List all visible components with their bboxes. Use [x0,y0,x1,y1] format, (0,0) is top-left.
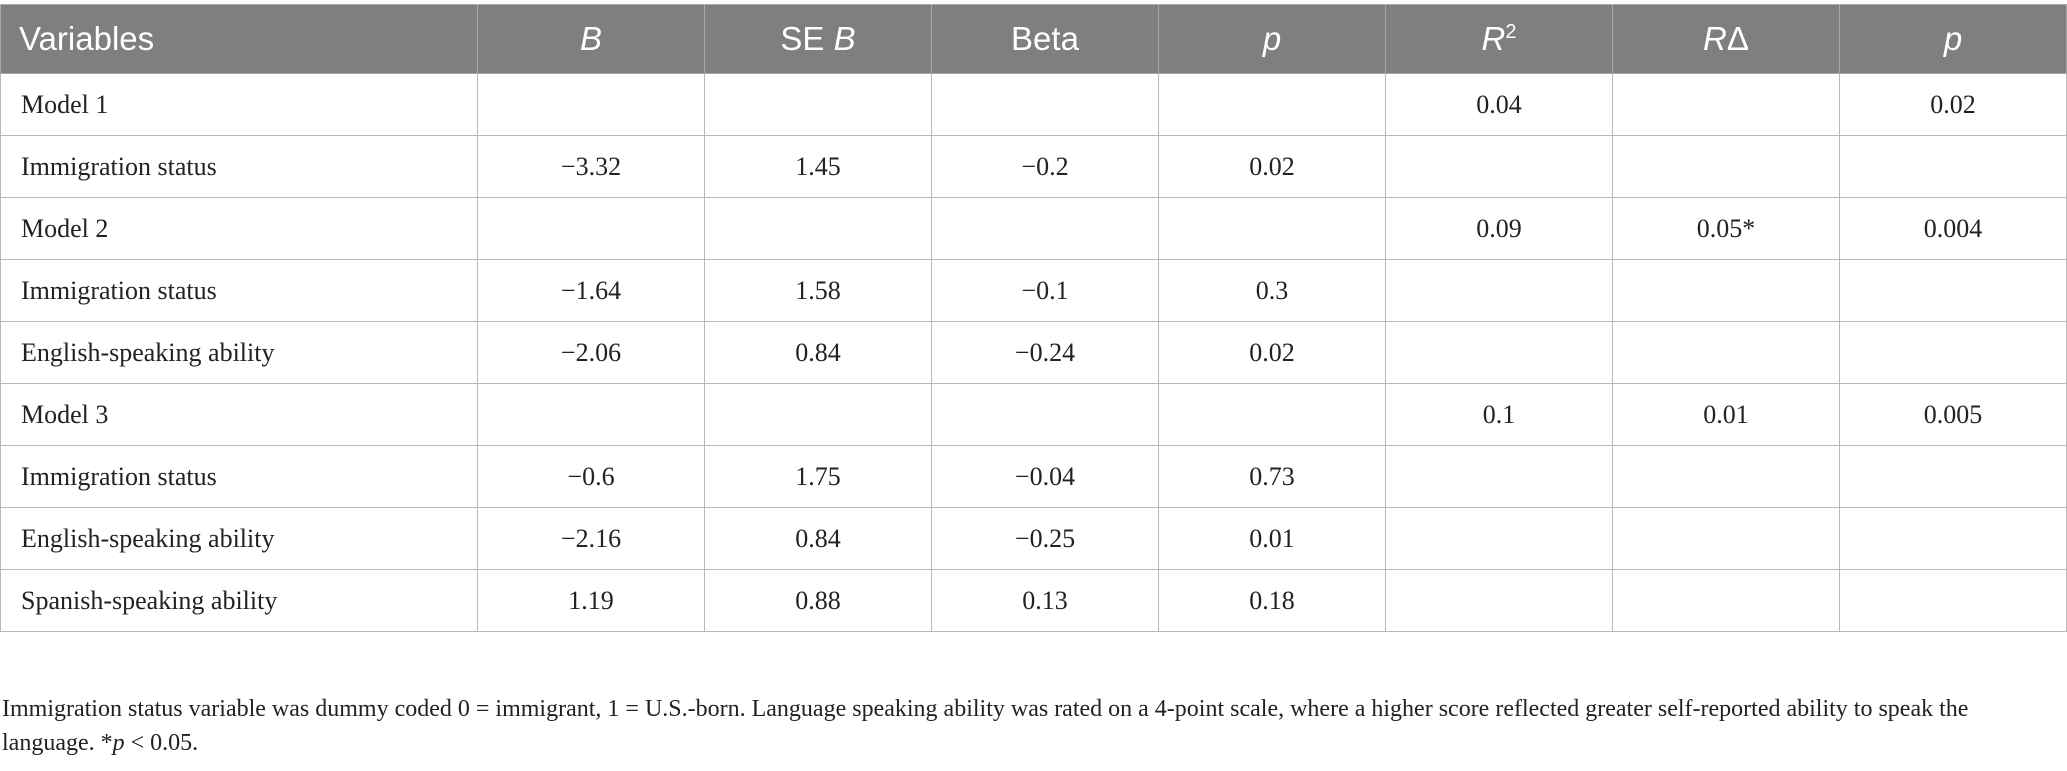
header-se-b-prefix: SE [780,20,834,57]
cell-variable: Immigration status [1,136,478,198]
cell-r-delta [1613,570,1840,632]
table-header-row [1,5,2067,74]
cell-beta: −0.1 [932,260,1159,322]
cell-r-delta [1613,74,1840,136]
table-row [1,446,2067,508]
cell-r2 [1386,446,1613,508]
cell-variable: English-speaking ability [1,508,478,570]
table-row [1,508,2067,570]
cell-b: −0.6 [478,446,705,508]
cell-variable: Spanish-speaking ability [1,570,478,632]
cell-p-model [1840,136,2067,198]
cell-b: −3.32 [478,136,705,198]
header-r-delta [1613,5,1840,74]
cell-b: −1.64 [478,260,705,322]
cell-p: 0.18 [1159,570,1386,632]
cell-r2 [1386,260,1613,322]
cell-p: 0.02 [1159,136,1386,198]
cell-p [1159,74,1386,136]
cell-r2: 0.04 [1386,74,1613,136]
cell-se-b: 1.58 [705,260,932,322]
header-b-label: B [579,20,602,57]
cell-r-delta: 0.01 [1613,384,1840,446]
cell-se-b [705,384,932,446]
header-variables: Variables [1,5,478,74]
header-rdelta-r: R [1703,20,1727,57]
cell-b: −2.16 [478,508,705,570]
cell-se-b: 0.84 [705,508,932,570]
cell-p-model: 0.02 [1840,74,2067,136]
cell-beta: −0.2 [932,136,1159,198]
header-p-label: p [1262,20,1282,57]
cell-b [478,198,705,260]
table-row [1,322,2067,384]
footnote-p-symbol: p [112,730,125,756]
cell-p-model [1840,570,2067,632]
table-row [1,570,2067,632]
cell-r-delta [1613,446,1840,508]
footnote-tail: < 0.05. [124,730,199,756]
cell-r-delta [1613,136,1840,198]
table-row [1,198,2067,260]
cell-p: 0.01 [1159,508,1386,570]
cell-p: 0.3 [1159,260,1386,322]
header-rdelta-symbol: Δ [1726,20,1749,57]
header-se-b [705,5,932,74]
table-row [1,384,2067,446]
cell-variable: Model 1 [1,74,478,136]
cell-p-model [1840,508,2067,570]
cell-r-delta [1613,322,1840,384]
cell-r2: 0.09 [1386,198,1613,260]
cell-p-model [1840,260,2067,322]
cell-p [1159,384,1386,446]
cell-beta: −0.24 [932,322,1159,384]
cell-beta: −0.04 [932,446,1159,508]
header-r-squared [1386,5,1613,74]
header-se-b-italic: B [833,20,856,57]
cell-beta: −0.25 [932,508,1159,570]
cell-beta: 0.13 [932,570,1159,632]
cell-se-b: 0.84 [705,322,932,384]
cell-r-delta [1613,260,1840,322]
header-p-model [1840,5,2067,74]
cell-beta [932,384,1159,446]
cell-r2 [1386,136,1613,198]
table-row [1,260,2067,322]
cell-r-delta: 0.05* [1613,198,1840,260]
header-b [478,5,705,74]
cell-variable: English-speaking ability [1,322,478,384]
cell-se-b [705,198,932,260]
cell-variable: Model 3 [1,384,478,446]
cell-b [478,384,705,446]
cell-p: 0.02 [1159,322,1386,384]
header-p-model-label: p [1943,20,1963,57]
table-footnote [2,692,2062,760]
cell-r2: 0.1 [1386,384,1613,446]
cell-variable: Immigration status [1,260,478,322]
header-p [1159,5,1386,74]
cell-se-b: 0.88 [705,570,932,632]
cell-p [1159,198,1386,260]
cell-beta [932,198,1159,260]
table-row [1,136,2067,198]
header-beta: Beta [932,5,1159,74]
cell-r2 [1386,322,1613,384]
cell-beta [932,74,1159,136]
cell-b: 1.19 [478,570,705,632]
regression-table [0,4,2067,632]
cell-p-model [1840,446,2067,508]
cell-se-b [705,74,932,136]
cell-p-model [1840,322,2067,384]
cell-r-delta [1613,508,1840,570]
table-row [1,74,2067,136]
cell-se-b: 1.45 [705,136,932,198]
footnote-text: Immigration status variable was dummy coded 0 = immigrant, 1 = U.S.-born. Language speaking ability was rated on a 4-point scale, where a higher score reflected greater self-reported ability to speak the language. * [2,696,1969,756]
cell-p-model: 0.005 [1840,384,2067,446]
cell-b: −2.06 [478,322,705,384]
header-r2-sup: 2 [1505,21,1517,43]
cell-variable: Immigration status [1,446,478,508]
header-r2-base: R [1481,20,1506,57]
cell-variable: Model 2 [1,198,478,260]
cell-se-b: 1.75 [705,446,932,508]
cell-r2 [1386,508,1613,570]
cell-r2 [1386,570,1613,632]
cell-b [478,74,705,136]
cell-p-model: 0.004 [1840,198,2067,260]
cell-p: 0.73 [1159,446,1386,508]
